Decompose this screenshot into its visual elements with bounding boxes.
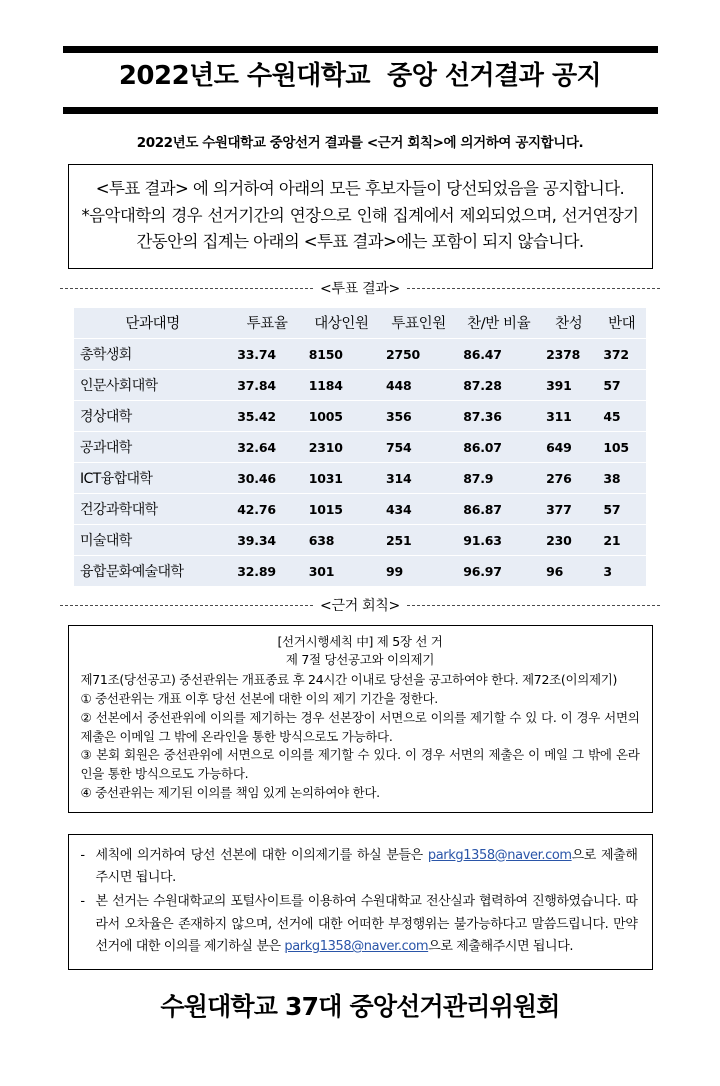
cell-turnout: 32.89 [237, 563, 276, 579]
subheadline: 2022년도 수원대학교 중앙선거 결과를 <근거 회칙>에 의거하여 공지합니다. [136, 134, 584, 151]
cell-voted: 448 [380, 370, 457, 401]
document-page [0, 46, 720, 1086]
cell-ratio: 87.28 [457, 370, 540, 401]
notice-box [68, 164, 653, 269]
cell-eligible: 638 [303, 525, 380, 556]
cell-eligible: 301 [308, 563, 335, 579]
title-underline-rule [63, 107, 658, 114]
cell-yes: 377 [540, 494, 597, 525]
table-row [74, 463, 646, 494]
cell-voted: 2750 [380, 339, 457, 370]
regulations-item-2: ② 선본에서 중선관위에 이의를 제기하는 경우 선본장이 서면으로 이의를 제기할 수 있 다. 이 경우 서면의 제출은 이메일 그 밖에 온라인을 통한 방식으로도 가능하다. [80, 709, 640, 744]
divider-dash-left [60, 288, 313, 289]
cell-voted: 434 [380, 494, 457, 525]
cell-no: 3 [603, 563, 612, 579]
column-header-voted: 투표인원 [380, 308, 457, 339]
cell-turnout: 33.74 [231, 339, 303, 370]
cell-eligible: 1031 [303, 463, 380, 494]
regulations-article-71: 제71조(당선공고) 중선관위는 개표종료 후 24시간 이내로 당선을 공고하여야 한다. 제72조(이의제기) [80, 672, 618, 688]
table-row [74, 339, 646, 370]
regulations-box [68, 625, 653, 813]
cell-ratio: 86.47 [457, 339, 540, 370]
cell-voted: 99 [386, 563, 404, 579]
footer-title: 수원대학교 37대 중앙선거관리위원회 [160, 992, 560, 1022]
cell-turnout: 30.46 [231, 463, 303, 494]
cell-yes: 649 [540, 432, 597, 463]
results-divider [60, 278, 660, 298]
contact-notes-box [68, 834, 653, 971]
column-header-no: 반대 [597, 308, 646, 339]
cell-turnout: 32.64 [231, 432, 303, 463]
cell-no: 57 [597, 370, 646, 401]
divider-dash-left [60, 605, 313, 606]
regulations-item-4: ④ 중선관위는 제기된 이의를 책임 있게 논의하여야 한다. [80, 784, 380, 800]
table-row [74, 525, 646, 556]
cell-no: 372 [597, 339, 646, 370]
table-row [74, 370, 646, 401]
cell-eligible: 1005 [303, 401, 380, 432]
top-rule [63, 46, 658, 53]
cell-college: ICT융합대학 [74, 463, 231, 494]
cell-yes: 2378 [540, 339, 597, 370]
cell-ratio: 86.87 [457, 494, 540, 525]
cell-college: 경상대학 [74, 401, 231, 432]
note-2-text-after: 으로 제출해주시면 됩니다. [428, 938, 574, 954]
note-text-2 [96, 891, 638, 958]
cell-eligible: 1184 [303, 370, 380, 401]
cell-yes: 391 [540, 370, 597, 401]
cell-no: 38 [597, 463, 646, 494]
cell-voted: 314 [380, 463, 457, 494]
cell-yes: 311 [540, 401, 597, 432]
note-1-text-after: 으로 제출해주시면 됩니다. [95, 847, 638, 885]
cell-ratio: 96.97 [463, 563, 502, 579]
cell-college: 총학생회 [74, 339, 231, 370]
cell-turnout: 39.34 [231, 525, 303, 556]
cell-yes: 96 [546, 563, 564, 579]
cell-no: 45 [597, 401, 646, 432]
cell-ratio: 87.9 [457, 463, 540, 494]
note-text-1 [96, 845, 638, 890]
column-header-yes: 찬성 [540, 308, 597, 339]
notice-line-2: *음악대학의 경우 선거기간의 연장으로 인해 집계에서 제외되었으며, 선거연장기간동안의 집계는 아래의 <투표 결과>에는 포함이 되지 않습니다. [81, 205, 639, 252]
column-header-college: 단과대명 [74, 308, 231, 339]
note-item [79, 891, 638, 958]
table-row [74, 401, 646, 432]
rules-divider-label: <근거 회칙> [320, 598, 400, 615]
notice-line-1: <투표 결과> 에 의거하여 아래의 모든 후보자들이 당선되었음을 공지합니다. [95, 178, 625, 198]
cell-eligible: 1015 [303, 494, 380, 525]
note-bullet: - [80, 847, 85, 863]
cell-turnout: 42.76 [231, 494, 303, 525]
divider-dash-right [407, 288, 660, 289]
cell-voted: 251 [380, 525, 457, 556]
column-header-turnout: 투표율 [231, 308, 303, 339]
cell-college: 건강과학대학 [74, 494, 231, 525]
table-row [74, 432, 646, 463]
cell-college: 인문사회대학 [74, 370, 231, 401]
cell-no: 21 [597, 525, 646, 556]
cell-college: 미술대학 [74, 525, 231, 556]
regulations-item-1: ① 중선관위는 개표 이후 당선 선본에 대한 이의 제기 기간을 정한다. [80, 691, 438, 707]
regulations-heading-1: [선거시행세칙 中] 제 5장 선 거 [277, 634, 443, 650]
page-title: 2022년도 수원대학교 중앙 선거결과 공지 [118, 61, 602, 91]
email-link-objection-secondary[interactable]: parkg1358@naver.com [284, 938, 429, 954]
cell-yes: 276 [540, 463, 597, 494]
table-header-row [74, 308, 646, 339]
cell-eligible: 8150 [303, 339, 380, 370]
regulations-item-3: ③ 본회 회원은 중선관위에 서면으로 이의를 제기할 수 있다. 이 경우 서면의 제출은 이 메일 그 밖에 온라인을 통한 방식으로도 가능하다. [80, 747, 640, 782]
cell-ratio: 87.36 [457, 401, 540, 432]
cell-college: 융합문화예술대학 [80, 564, 184, 581]
email-link-objection[interactable]: parkg1358@naver.com [427, 847, 572, 863]
cell-college: 공과대학 [74, 432, 231, 463]
note-bullet: - [80, 894, 85, 910]
cell-turnout: 37.84 [231, 370, 303, 401]
note-item [79, 845, 638, 890]
note-2-text-before: 본 선거는 수원대학교의 포털사이트를 이용하여 수원대학교 전산실과 협력하여 진행하였습니다. 따라서 오차율은 존재하지 않으며, 선거에 대한 어떠한 부정행위는 불가능하다고 말씀드립니다. 만약 선거에 대한 이의를 제기하실 분은 [95, 894, 638, 954]
cell-turnout: 35.42 [231, 401, 303, 432]
regulations-heading-2: 제 7절 당선공고와 이의제기 [285, 652, 435, 668]
cell-ratio: 91.63 [457, 525, 540, 556]
cell-no: 57 [597, 494, 646, 525]
results-table-wrap [74, 308, 646, 586]
table-row [74, 556, 646, 587]
cell-yes: 230 [540, 525, 597, 556]
column-header-eligible: 대상인원 [303, 308, 380, 339]
note-1-text-before: 세칙에 의거하여 당선 선본에 대한 이의제기를 하실 분들은 [95, 847, 428, 863]
rules-divider [60, 595, 660, 615]
cell-ratio: 86.07 [457, 432, 540, 463]
cell-voted: 754 [380, 432, 457, 463]
column-header-ratio: 찬/반 비율 [457, 308, 540, 339]
results-table [74, 308, 646, 586]
table-row [74, 494, 646, 525]
cell-voted: 356 [380, 401, 457, 432]
cell-no: 105 [597, 432, 646, 463]
cell-eligible: 2310 [303, 432, 380, 463]
divider-dash-right [407, 605, 660, 606]
results-divider-label: <투표 결과> [320, 281, 400, 298]
